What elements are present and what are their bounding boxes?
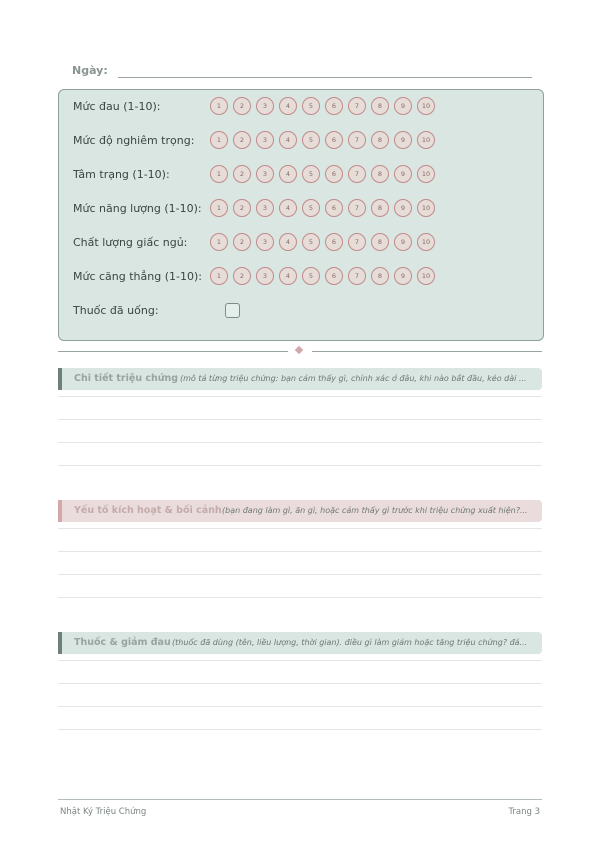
rating-option-4[interactable]: 4 [279, 233, 297, 251]
section-accent-bar [58, 368, 62, 390]
writing-line[interactable] [58, 396, 542, 397]
rating-label: Mức đau (1-10): [73, 100, 161, 113]
rating-row-pain [73, 97, 533, 117]
rating-option-6[interactable]: 6 [325, 233, 343, 251]
rating-option-6[interactable]: 6 [325, 267, 343, 285]
rating-option-8[interactable]: 8 [371, 233, 389, 251]
rating-option-5[interactable]: 5 [302, 97, 320, 115]
writing-line[interactable] [58, 574, 542, 575]
section-header-symptom-details [58, 368, 542, 390]
section-header-medication [58, 632, 542, 654]
rating-option-7[interactable]: 7 [348, 267, 366, 285]
writing-line[interactable] [58, 465, 542, 466]
rating-option-9[interactable]: 9 [394, 267, 412, 285]
rating-option-5[interactable]: 5 [302, 165, 320, 183]
rating-option-4[interactable]: 4 [279, 97, 297, 115]
date-field [72, 62, 532, 80]
ornament-divider [58, 346, 542, 356]
rating-option-3[interactable]: 3 [256, 199, 274, 217]
divider-line-right [312, 351, 542, 352]
divider-line-left [58, 351, 288, 352]
rating-option-2[interactable]: 2 [233, 97, 251, 115]
rating-option-10[interactable]: 10 [417, 199, 435, 217]
rating-option-3[interactable]: 3 [256, 165, 274, 183]
writing-line[interactable] [58, 419, 542, 420]
rating-option-6[interactable]: 6 [325, 97, 343, 115]
footer-divider [58, 799, 542, 800]
rating-option-8[interactable]: 8 [371, 267, 389, 285]
date-input-line[interactable] [118, 77, 532, 78]
rating-row-severity [73, 131, 533, 151]
section-title: Thuốc & giảm đau [74, 637, 171, 648]
rating-option-2[interactable]: 2 [233, 165, 251, 183]
writing-line[interactable] [58, 597, 542, 598]
rating-panel [58, 89, 544, 341]
footer-title: Nhật Ký Triệu Chứng [60, 807, 147, 817]
rating-option-1[interactable]: 1 [210, 233, 228, 251]
section-title: Chi tiết triệu chứng [74, 373, 179, 384]
rating-option-3[interactable]: 3 [256, 267, 274, 285]
rating-option-4[interactable]: 4 [279, 131, 297, 149]
rating-option-10[interactable]: 10 [417, 233, 435, 251]
rating-option-2[interactable]: 2 [233, 233, 251, 251]
rating-option-1[interactable]: 1 [210, 97, 228, 115]
rating-label: Mức căng thẳng (1-10): [73, 270, 202, 283]
section-header-triggers [58, 500, 542, 522]
date-label: Ngày: [72, 64, 108, 77]
rating-option-4[interactable]: 4 [279, 267, 297, 285]
rating-option-4[interactable]: 4 [279, 199, 297, 217]
rating-option-3[interactable]: 3 [256, 131, 274, 149]
rating-option-9[interactable]: 9 [394, 199, 412, 217]
diamond-icon [295, 346, 303, 354]
writing-line[interactable] [58, 442, 542, 443]
section-accent-bar [58, 632, 62, 654]
rating-option-6[interactable]: 6 [325, 131, 343, 149]
rating-option-9[interactable]: 9 [394, 97, 412, 115]
rating-label: Mức độ nghiêm trọng: [73, 134, 195, 147]
rating-label: Tâm trạng (1-10): [73, 168, 170, 181]
section-title: Yếu tố kích hoạt & bối cảnh [74, 505, 222, 516]
rating-option-5[interactable]: 5 [302, 199, 320, 217]
rating-option-7[interactable]: 7 [348, 199, 366, 217]
rating-option-1[interactable]: 1 [210, 165, 228, 183]
rating-option-8[interactable]: 8 [371, 165, 389, 183]
writing-line[interactable] [58, 528, 542, 529]
medication-label: Thuốc đã uống: [73, 304, 159, 317]
rating-row-mood [73, 165, 533, 185]
writing-line[interactable] [58, 551, 542, 552]
rating-option-2[interactable]: 2 [233, 131, 251, 149]
page-number: Trang 3 [508, 807, 540, 817]
rating-option-8[interactable]: 8 [371, 97, 389, 115]
medication-row [73, 301, 533, 321]
rating-option-2[interactable]: 2 [233, 199, 251, 217]
rating-option-8[interactable]: 8 [371, 131, 389, 149]
rating-row-sleep [73, 233, 533, 253]
rating-row-energy [73, 199, 533, 219]
section-hint: (bạn đang làm gì, ăn gì, hoặc cảm thấy gì trước khi triệu chứng xuất hiện?... [222, 506, 528, 515]
rating-option-7[interactable]: 7 [348, 165, 366, 183]
rating-option-10[interactable]: 10 [417, 267, 435, 285]
rating-option-9[interactable]: 9 [394, 233, 412, 251]
rating-label: Chất lượng giấc ngủ: [73, 236, 188, 249]
rating-option-9[interactable]: 9 [394, 131, 412, 149]
writing-line[interactable] [58, 706, 542, 707]
section-accent-bar [58, 500, 62, 522]
rating-option-9[interactable]: 9 [394, 165, 412, 183]
rating-option-8[interactable]: 8 [371, 199, 389, 217]
rating-option-1[interactable]: 1 [210, 267, 228, 285]
rating-option-7[interactable]: 7 [348, 233, 366, 251]
rating-option-1[interactable]: 1 [210, 131, 228, 149]
rating-option-3[interactable]: 3 [256, 97, 274, 115]
writing-line[interactable] [58, 729, 542, 730]
rating-option-5[interactable]: 5 [302, 131, 320, 149]
rating-label: Mức năng lượng (1-10): [73, 202, 202, 215]
rating-option-10[interactable]: 10 [417, 165, 435, 183]
writing-line[interactable] [58, 660, 542, 661]
section-hint: (thuốc đã dùng (tên, liều lượng, thời gian). điều gì làm giảm hoặc tăng triệu chứng? đá... [172, 638, 528, 647]
rating-option-4[interactable]: 4 [279, 165, 297, 183]
rating-option-2[interactable]: 2 [233, 267, 251, 285]
rating-option-7[interactable]: 7 [348, 131, 366, 149]
rating-option-3[interactable]: 3 [256, 233, 274, 251]
medication-checkbox[interactable] [225, 303, 240, 318]
rating-option-5[interactable]: 5 [302, 267, 320, 285]
rating-row-stress [73, 267, 533, 287]
rating-option-7[interactable]: 7 [348, 97, 366, 115]
rating-option-6[interactable]: 6 [325, 199, 343, 217]
rating-option-10[interactable]: 10 [417, 131, 435, 149]
rating-option-6[interactable]: 6 [325, 165, 343, 183]
rating-option-10[interactable]: 10 [417, 97, 435, 115]
rating-option-5[interactable]: 5 [302, 233, 320, 251]
writing-line[interactable] [58, 683, 542, 684]
rating-option-1[interactable]: 1 [210, 199, 228, 217]
section-hint: (mô tả từng triệu chứng: bạn cảm thấy gì, chính xác ở đâu, khi nào bắt đầu, kéo dài ... [180, 374, 527, 383]
